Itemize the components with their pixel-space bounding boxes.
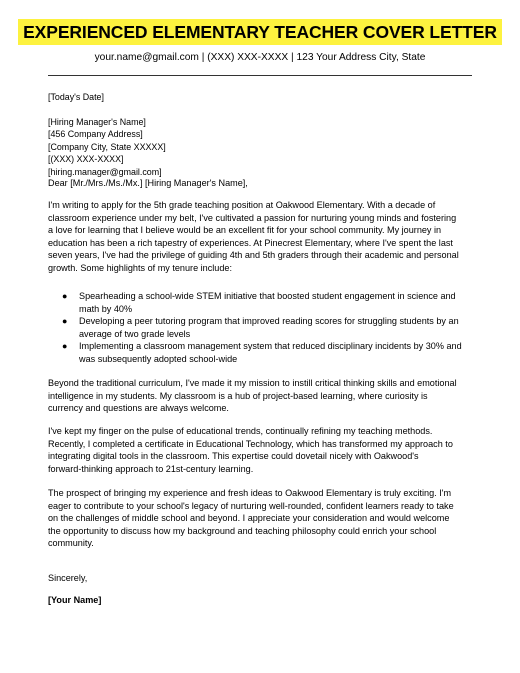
paragraph-curriculum xyxy=(48,377,474,415)
paragraph-line: forward-thinking approach to 21st-century learning. xyxy=(48,463,254,474)
recipient-name: [Hiring Manager's Name] xyxy=(48,117,146,127)
recipient-city: [Company City, State XXXXX] xyxy=(48,141,166,152)
paragraph-line: a love for learning that I believe would be an excellent fit for your school community. My journey in xyxy=(48,225,442,236)
paragraph-line: I've kept my finger on the pulse of educational trends, continually refining my teaching methods. xyxy=(48,426,433,436)
list-item-line: math by 40% xyxy=(79,303,133,314)
bullet-icon: ● xyxy=(62,316,68,327)
list-item-line: Developing a peer tutoring program that improved reading scores for struggling students by an xyxy=(79,316,459,327)
recipient-address xyxy=(48,116,474,178)
recipient-phone: [(XXX) XXX-XXXX] xyxy=(48,154,124,165)
paragraph-line: community. xyxy=(48,538,94,549)
paragraph-closing xyxy=(48,487,474,550)
closing: Sincerely, xyxy=(48,573,88,583)
paragraph-line: intelligence in my students. My classroom is a hub of project-based learning, where curiosity is xyxy=(48,390,428,401)
title-wrap xyxy=(0,19,520,45)
header-divider xyxy=(48,75,472,76)
list-item-line: average of two grade levels xyxy=(79,328,191,339)
list-item-line: Implementing a classroom management system that reduced disciplinary incidents by 30% and xyxy=(79,341,462,352)
paragraph-intro xyxy=(48,199,474,275)
list-item xyxy=(48,340,474,365)
list-item xyxy=(48,290,474,315)
list-item-line: was subsequently adopted school-wide xyxy=(79,353,238,364)
signature: [Your Name] xyxy=(48,595,102,605)
salutation: Dear [Mr./Mrs./Ms./Mx.] [Hiring Manager's Name], xyxy=(48,178,248,188)
paragraph-line: eager to contribute to your school's legacy of nurturing well-rounded, confident learners ready to take xyxy=(48,500,454,511)
highlights-list xyxy=(48,290,474,366)
recipient-email: [hiring.manager@gmail.com] xyxy=(48,166,162,177)
paragraph-line: The prospect of bringing my experience and fresh ideas to Oakwood Elementary is truly exciting. I'm xyxy=(48,488,452,498)
paragraph-line: currency and questions are always welcome. xyxy=(48,403,229,414)
paragraph-line: Recently, I completed a certificate in Educational Technology, which has transformed my approach to xyxy=(48,438,453,449)
bullet-icon: ● xyxy=(62,341,68,352)
list-item-line: Spearheading a school-wide STEM initiative that boosted student engagement in science and xyxy=(79,291,456,301)
paragraph-line: the opportunity to discuss how my background and teaching philosophy could enrich your school xyxy=(48,525,437,536)
contact-line: your.name@gmail.com | (XXX) XXX-XXXX | 123 Your Address City, State xyxy=(94,52,426,63)
list-item xyxy=(48,315,474,340)
paragraph-trends xyxy=(48,425,474,475)
paragraph-line: education has been a rich tapestry of experiences. At Pinecrest Elementary, where I've spent the last xyxy=(48,237,453,248)
paragraph-line: integrating digital tools in the classroom. This expertise could dovetail nicely with Oakwood's xyxy=(48,451,419,462)
recipient-street: [456 Company Address] xyxy=(48,129,143,140)
paragraph-line: seven years, I've had the privilege of guiding 4th and 5th graders through their academic and personal xyxy=(48,250,459,261)
document-title: EXPERIENCED ELEMENTARY TEACHER COVER LETTER xyxy=(18,19,502,45)
paragraph-line: growth. Some highlights of my tenure include: xyxy=(48,262,232,273)
bullet-icon: ● xyxy=(62,291,68,301)
paragraph-line: Beyond the traditional curriculum, I've made it my mission to instill critical thinking skills and emotional xyxy=(48,378,457,388)
paragraph-line: I'm writing to apply for the 5th grade teaching position at Oakwood Elementary. With a decade of xyxy=(48,200,436,210)
paragraph-line: on the challenges of middle school and beyond. I appreciate your consideration and would welcome xyxy=(48,513,450,524)
paragraph-line: classroom experience under my belt, I've cultivated a passion for nurturing young minds and fostering xyxy=(48,212,457,223)
letter-date: [Today's Date] xyxy=(48,92,104,102)
